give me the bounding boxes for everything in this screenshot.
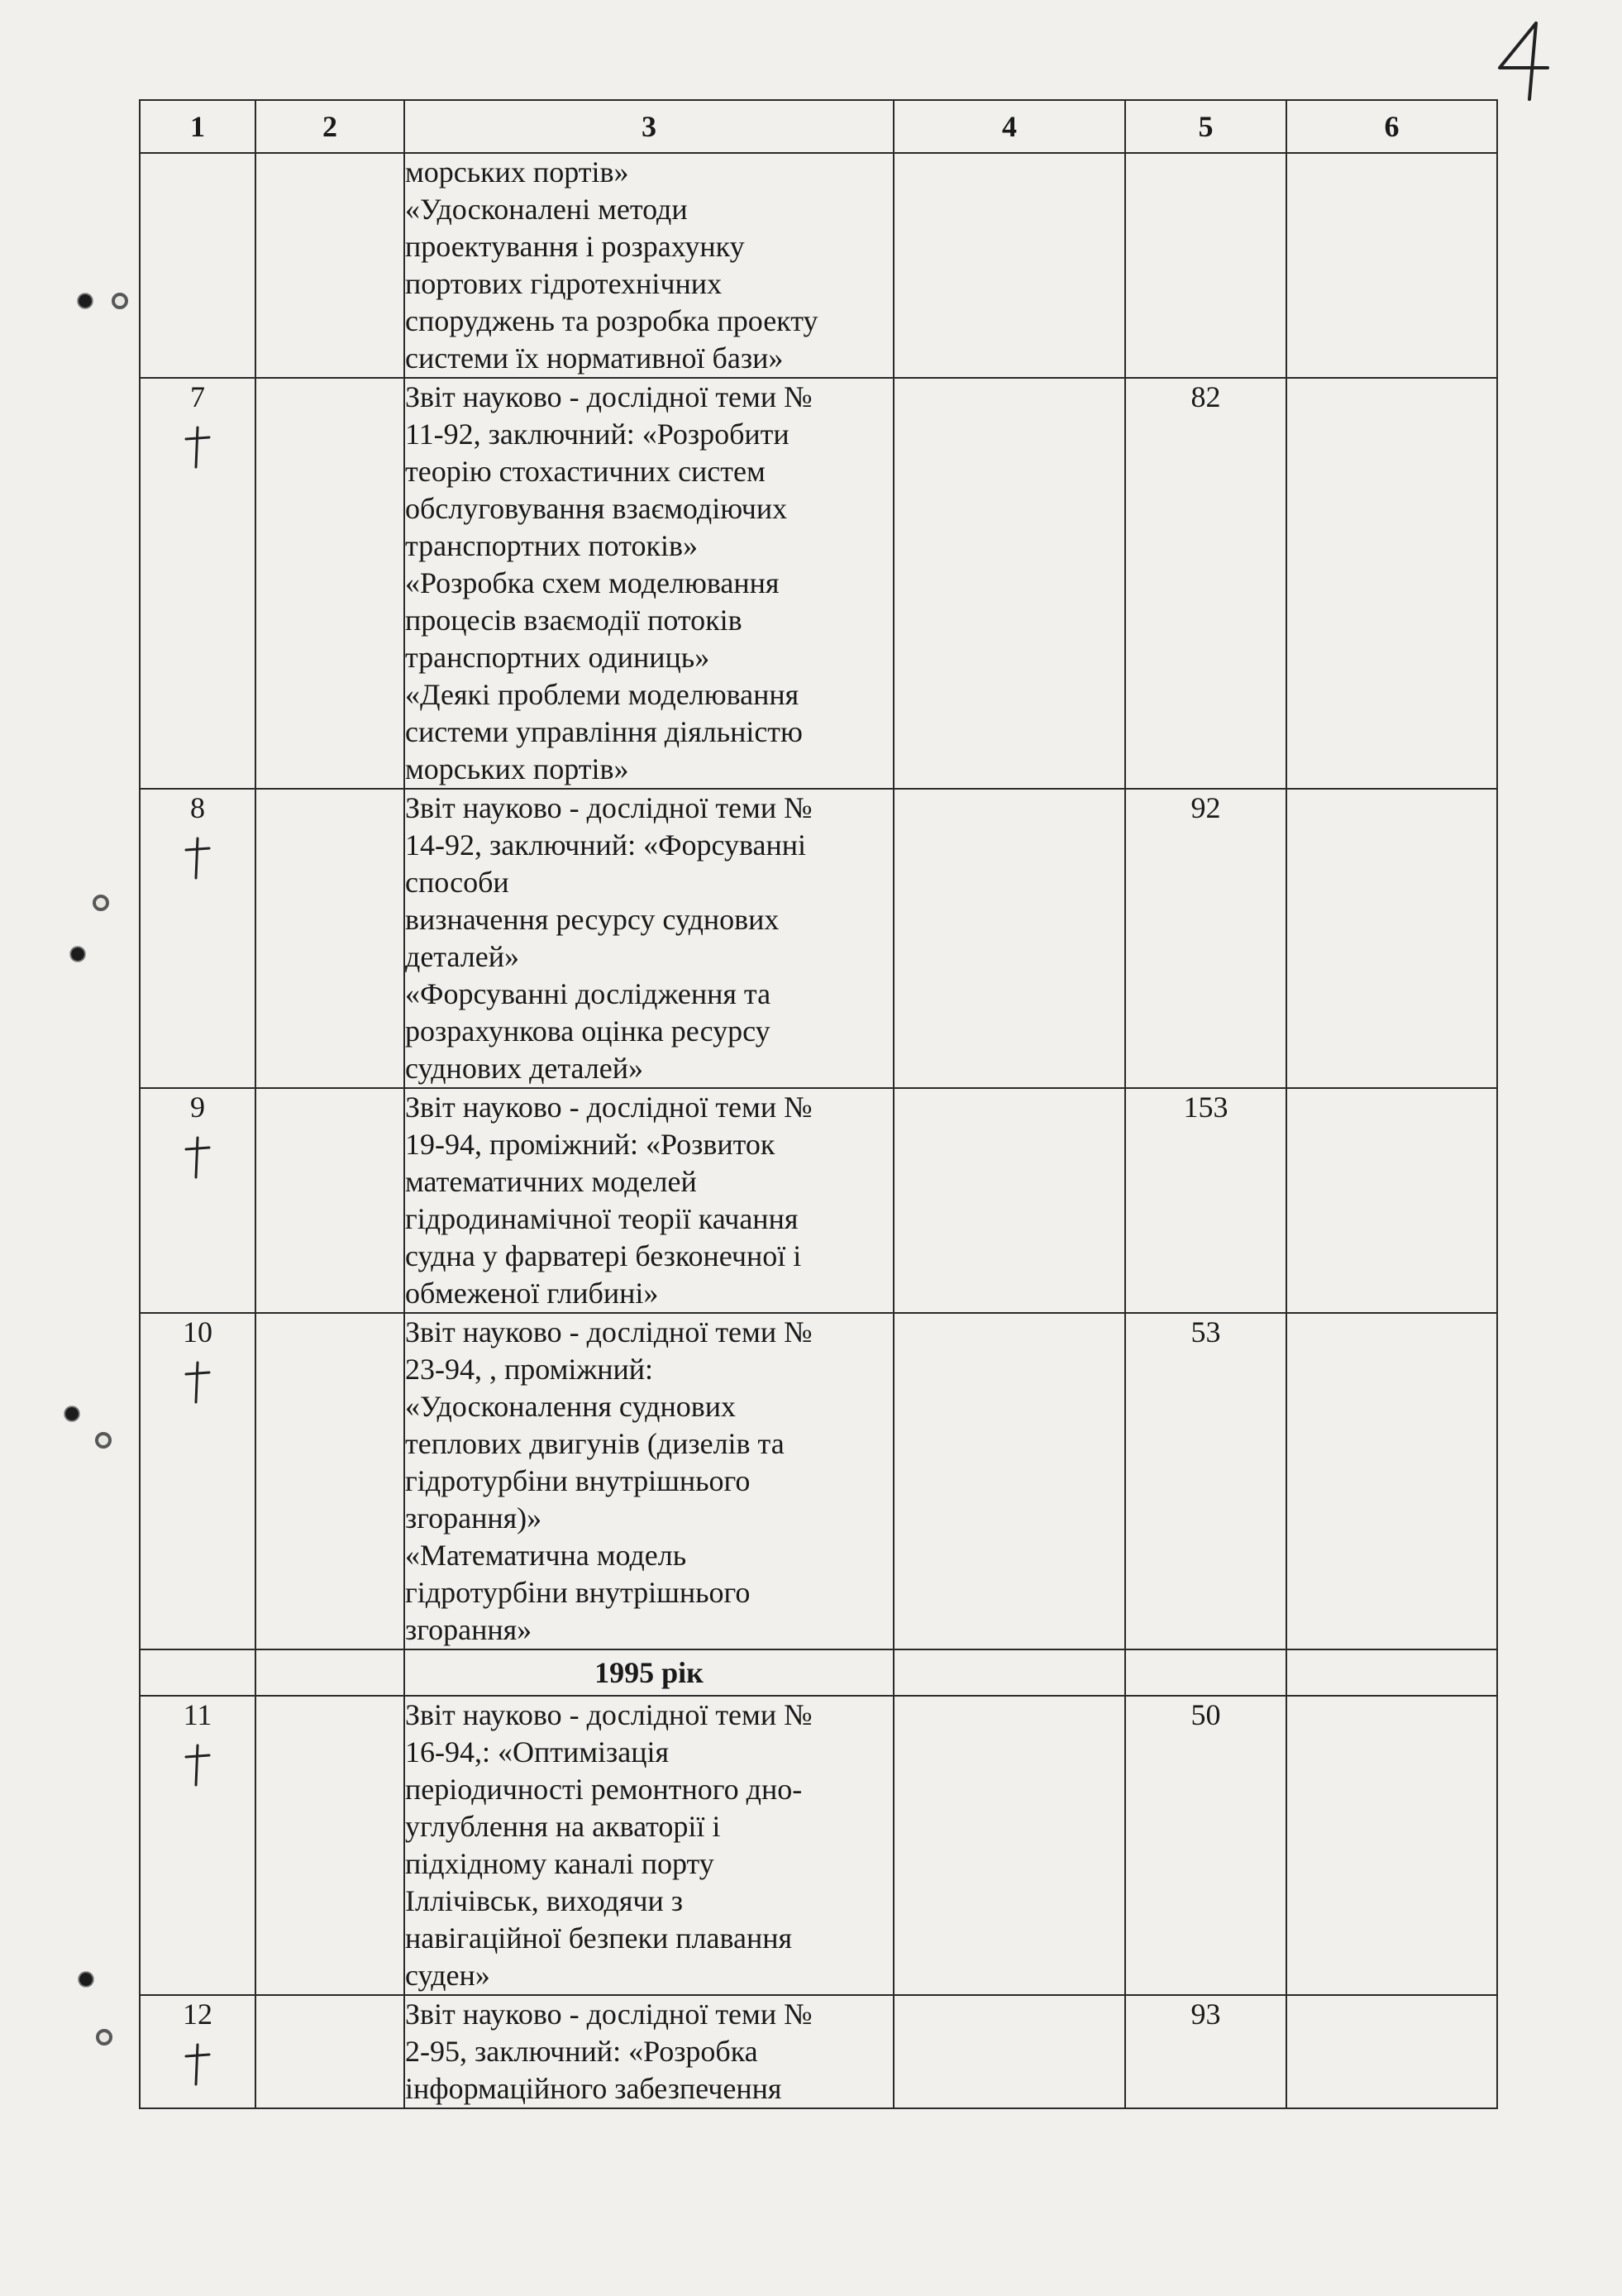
header-row	[140, 100, 1497, 153]
cell-col6	[1286, 1313, 1497, 1649]
title-line: суднових деталей»	[405, 1052, 644, 1085]
handwritten-cross-mark	[184, 1359, 212, 1406]
col-header-1: 1	[140, 100, 255, 153]
sheet-count: 153	[1183, 1091, 1228, 1124]
title-line: морських портів»	[405, 752, 629, 785]
cell-number	[140, 1313, 255, 1649]
cell-title	[404, 1696, 894, 1995]
col-header-2: 2	[255, 100, 404, 153]
cell-col2	[255, 1313, 404, 1649]
handwritten-cross-mark	[184, 1134, 212, 1181]
year-section	[140, 1649, 1497, 1696]
handwritten-cross-mark	[184, 1742, 212, 1788]
punch-hole	[112, 293, 128, 309]
col-header-4: 4	[894, 100, 1125, 153]
col-header-5: 5	[1125, 100, 1286, 153]
cell-col4	[894, 1313, 1125, 1649]
cell-number	[140, 378, 255, 789]
title-line: способи	[405, 866, 509, 899]
cell-col4	[894, 1696, 1125, 1995]
cell-col4	[894, 1088, 1125, 1313]
title-line: процесів взаємодії потоків	[405, 604, 742, 637]
title-line: Звіт науково - дослідної теми №	[405, 791, 813, 824]
handwritten-cross-mark	[184, 424, 212, 470]
cell-col4	[894, 153, 1125, 378]
table-row	[140, 1088, 1497, 1313]
handwritten-cross-mark	[184, 835, 212, 881]
title-line: Звіт науково - дослідної теми №	[405, 1698, 813, 1731]
title-line: Звіт науково - дослідної теми №	[405, 380, 813, 413]
cell-col2	[255, 1696, 404, 1995]
cell-sheets	[1125, 789, 1286, 1088]
title-line: «Форсуванні дослідження та	[405, 977, 771, 1010]
title-line: теплових двигунів (дизелів та	[405, 1427, 785, 1460]
title-line: Звіт науково - дослідної теми №	[405, 1315, 813, 1348]
item-number: 10	[183, 1315, 212, 1348]
title-line: 16-94,: «Оптимізація	[405, 1735, 670, 1769]
title-line: Іллічівськ, виходячи з	[405, 1884, 684, 1917]
cell-col4	[894, 789, 1125, 1088]
title-line: системи управління діяльністю	[405, 715, 803, 748]
title-line: портових гідротехнічних	[405, 267, 723, 300]
punch-hole	[96, 2029, 112, 2045]
punch-hole	[69, 946, 86, 962]
cell-sheets	[1125, 1696, 1286, 1995]
cell-number	[140, 789, 255, 1088]
cell-col2	[255, 1088, 404, 1313]
table-row	[140, 789, 1497, 1088]
title-line: деталей»	[405, 940, 519, 973]
table-row	[140, 1696, 1497, 1995]
item-number: 7	[190, 380, 205, 413]
punch-hole	[77, 293, 93, 309]
cell-title	[404, 1995, 894, 2108]
title-line: гідродинамічної теорії качання	[405, 1202, 799, 1235]
item-number: 8	[190, 791, 205, 824]
cell-sheets	[1125, 1995, 1286, 2108]
cell-number	[140, 153, 255, 378]
cell-title	[404, 789, 894, 1088]
page-number	[1488, 17, 1562, 107]
sheet-count: 93	[1190, 1998, 1221, 2031]
cell-sheets	[1125, 1313, 1286, 1649]
title-line: згорання)»	[405, 1501, 542, 1535]
cell-col6	[1286, 153, 1497, 378]
cell-title	[404, 1313, 894, 1649]
title-line: 11-92, заключний: «Розробити	[405, 418, 790, 451]
cell-title	[404, 378, 894, 789]
title-line: транспортних одиниць»	[405, 641, 710, 674]
punch-hole	[78, 1971, 94, 1988]
title-line: гідротурбіни внутрішнього	[405, 1464, 751, 1497]
title-line: судна у фарватері безконечної і	[405, 1239, 802, 1272]
table-row	[140, 153, 1497, 378]
title-line: 23-94, , проміжний:	[405, 1353, 654, 1386]
sheet-count: 53	[1190, 1315, 1221, 1348]
cell-col6	[1286, 1088, 1497, 1313]
title-line: «Математична модель	[405, 1539, 687, 1572]
title-line: морських портів»	[405, 155, 629, 189]
table-row	[140, 1313, 1497, 1649]
title-line: інформаційного забезпечення	[405, 2072, 782, 2105]
cell-col6	[1286, 789, 1497, 1088]
cell-sheets	[1125, 378, 1286, 789]
cell-sheets	[1125, 153, 1286, 378]
cell-title	[404, 153, 894, 378]
title-line: математичних моделей	[405, 1165, 697, 1198]
col-header-6: 6	[1286, 100, 1497, 153]
col-header-3: 3	[404, 100, 894, 153]
cell-number	[140, 1995, 255, 2108]
cell-col4	[894, 378, 1125, 789]
title-line: розрахункова оцінка ресурсу	[405, 1014, 770, 1048]
table-row	[140, 1995, 1497, 2108]
cell-number	[140, 1696, 255, 1995]
title-line: Звіт науково - дослідної теми №	[405, 1091, 813, 1124]
register-table	[139, 99, 1498, 2109]
table-body-1994	[140, 153, 1497, 1649]
cell-col6	[1286, 378, 1497, 789]
sheet-count: 50	[1190, 1698, 1221, 1731]
cell-col2	[255, 789, 404, 1088]
punch-hole	[93, 895, 109, 911]
title-line: теорію стохастичних систем	[405, 455, 766, 488]
title-line: 14-92, заключний: «Форсуванні	[405, 828, 807, 862]
title-line: обмеженої глибині»	[405, 1277, 659, 1310]
cell-col2	[255, 1995, 404, 2108]
cell-col2	[255, 153, 404, 378]
title-line: визначення ресурсу суднових	[405, 903, 780, 936]
title-line: навігаційної безпеки плавання	[405, 1921, 793, 1955]
cell-sheets	[1125, 1088, 1286, 1313]
title-line: «Удосконалення суднових	[405, 1390, 736, 1423]
year-row	[140, 1649, 1497, 1696]
sheet-count: 92	[1190, 791, 1221, 824]
cell-col2	[255, 378, 404, 789]
title-line: проектування і розрахунку	[405, 230, 745, 263]
cell-col4	[894, 1995, 1125, 2108]
title-line: обслуговування взаємодіючих	[405, 492, 788, 525]
title-line: гідротурбіни внутрішнього	[405, 1576, 751, 1609]
title-line: періодичності ремонтного дно-	[405, 1773, 803, 1806]
title-line: «Розробка схем моделювання	[405, 566, 780, 599]
title-line: транспортних потоків»	[405, 529, 698, 562]
table-body-1995	[140, 1696, 1497, 2108]
item-number: 9	[190, 1091, 205, 1124]
cell-title	[404, 1088, 894, 1313]
item-number: 12	[183, 1998, 212, 2031]
title-line: «Удосконалені методи	[405, 193, 688, 226]
title-line: системи їх нормативної бази»	[405, 341, 784, 375]
cell-col6	[1286, 1995, 1497, 2108]
title-line: суден»	[405, 1959, 490, 1992]
title-line: згорання»	[405, 1613, 532, 1646]
item-number: 11	[183, 1698, 212, 1731]
table-row	[140, 378, 1497, 789]
title-line: 19-94, проміжний: «Розвиток	[405, 1128, 775, 1161]
title-line: углублення на акваторії і	[405, 1810, 721, 1843]
year-label: 1995 рік	[404, 1649, 894, 1696]
punch-hole	[64, 1406, 80, 1422]
cell-number	[140, 1088, 255, 1313]
title-line: «Деякі проблеми моделювання	[405, 678, 799, 711]
punch-hole	[95, 1432, 112, 1449]
title-line: Звіт науково - дослідної теми №	[405, 1998, 813, 2031]
handwritten-cross-mark	[184, 2041, 212, 2088]
title-line: 2-95, заключний: «Розробка	[405, 2035, 758, 2068]
sheet-count: 82	[1190, 380, 1221, 413]
cell-col6	[1286, 1696, 1497, 1995]
title-line: споруджень та розробка проекту	[405, 304, 818, 337]
title-line: підхідному каналі порту	[405, 1847, 714, 1880]
